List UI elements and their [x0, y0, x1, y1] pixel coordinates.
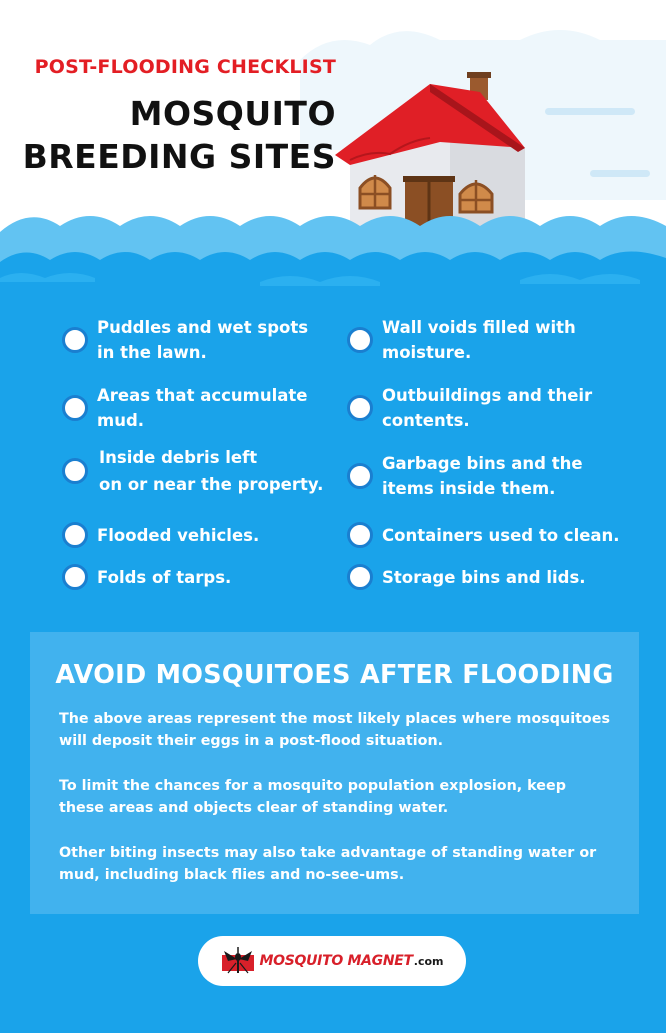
circle-bullet-icon [347, 327, 373, 353]
circle-bullet-icon [62, 395, 88, 421]
list-item-text: mud. [97, 411, 145, 430]
list-item [347, 564, 586, 590]
paragraph-line: Other biting insects may also take advantage of standing water or [59, 845, 597, 861]
list-item-text: moisture. [382, 343, 472, 362]
list-item-text: Inside debris left [99, 448, 258, 467]
list-item [347, 315, 576, 365]
brand-name: MOSQUITO MAGNET [259, 953, 413, 969]
avoid-paragraph [59, 842, 634, 886]
mosquito-logo-icon [220, 947, 256, 975]
circle-bullet-icon [62, 522, 88, 548]
paragraph-line: The above areas represent the most likely places where mosquitoes [59, 711, 610, 727]
checklist-subtitle: POST-FLOODING CHECKLIST [34, 56, 336, 78]
list-item-text: Flooded vehicles. [97, 525, 260, 545]
list-item-text: in the lawn. [97, 343, 207, 362]
circle-bullet-icon [347, 522, 373, 548]
paragraph-line: will deposit their eggs in a post-flood situation. [59, 733, 444, 749]
list-item [62, 444, 323, 498]
list-item-text: on or near the property. [99, 475, 324, 494]
brand-logo[interactable] [198, 936, 466, 986]
list-item [62, 564, 231, 590]
list-item-text: contents. [382, 411, 470, 430]
list-item [347, 451, 583, 501]
list-item-text: items inside them. [382, 479, 556, 498]
title-line: MOSQUITO [129, 94, 336, 133]
list-item-text: Wall voids filled with [382, 318, 576, 337]
list-item-text: Puddles and wet spots [97, 318, 309, 337]
list-item [347, 522, 620, 548]
paragraph-line: these areas and objects clear of standing water. [59, 800, 449, 816]
brand-domain: .com [413, 954, 444, 968]
list-item [62, 522, 259, 548]
list-item [347, 383, 592, 433]
circle-bullet-icon [347, 395, 373, 421]
title-line: BREEDING SITES [22, 137, 336, 176]
circle-bullet-icon [62, 564, 88, 590]
circle-bullet-icon [62, 327, 88, 353]
avoid-heading: AVOID MOSQUITOES AFTER FLOODING [55, 660, 614, 690]
list-item-text: Folds of tarps. [97, 567, 232, 587]
list-item-text: Outbuildings and their [382, 386, 593, 405]
list-item-text: Garbage bins and the [382, 454, 583, 473]
list-item-text: Storage bins and lids. [382, 567, 586, 587]
list-item-text: Containers used to clean. [382, 525, 620, 545]
avoid-paragraph [59, 775, 634, 819]
avoid-mosquitoes-panel [30, 632, 639, 914]
list-item-text: Areas that accumulate [97, 386, 308, 405]
avoid-paragraph [59, 708, 634, 752]
paragraph-line: To limit the chances for a mosquito population explosion, keep [59, 778, 566, 794]
list-item [62, 315, 308, 365]
circle-bullet-icon [347, 564, 373, 590]
list-item [62, 383, 307, 433]
circle-bullet-icon [62, 458, 88, 484]
paragraph-line: mud, including black flies and no-see-ums. [59, 867, 405, 883]
circle-bullet-icon [347, 463, 373, 489]
